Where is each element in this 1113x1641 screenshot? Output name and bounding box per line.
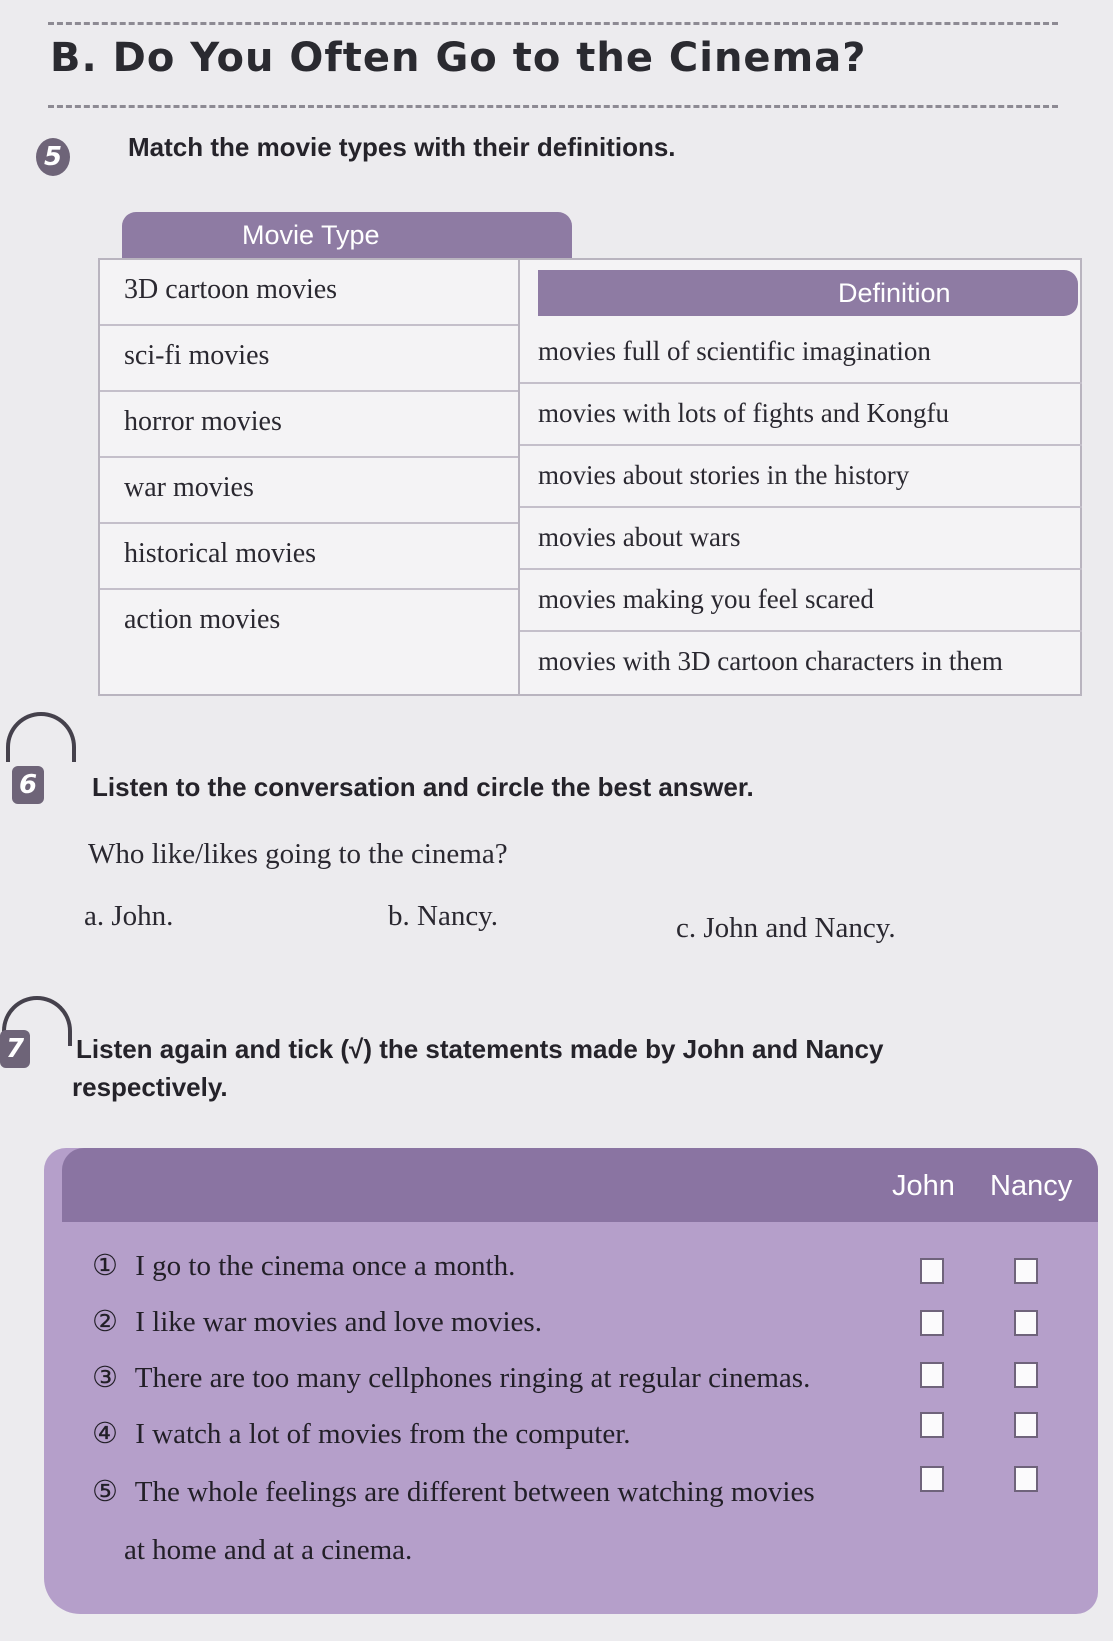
answer-option-b[interactable]: b. Nancy. bbox=[388, 900, 499, 932]
exercise-6-badge: 6 bbox=[12, 766, 44, 804]
movie-type-cell: war movies bbox=[100, 458, 518, 524]
exercise-7-instruction-line2: respectively. bbox=[72, 1072, 228, 1102]
movie-type-table bbox=[98, 212, 1082, 696]
tick-statements-panel bbox=[44, 1148, 1098, 1614]
statement-text: There are too many cellphones ringing at regular cinemas. bbox=[134, 1362, 811, 1394]
statement-2 bbox=[92, 1304, 542, 1339]
definition-cell: movies about wars bbox=[520, 508, 1082, 570]
movie-type-cell: sci-fi movies bbox=[100, 326, 518, 392]
exercise-7-badge: 7 bbox=[0, 1030, 30, 1068]
john-column-header: John bbox=[892, 1170, 955, 1202]
movie-type-cell: horror movies bbox=[100, 392, 518, 458]
movie-type-column bbox=[100, 260, 520, 694]
movie-type-cell: 3D cartoon movies bbox=[100, 260, 518, 326]
movie-type-header: Movie Type bbox=[122, 212, 572, 258]
table-grid bbox=[98, 258, 1082, 696]
john-checkbox-1[interactable] bbox=[920, 1258, 944, 1284]
definition-cell: movies with 3D cartoon characters in them bbox=[538, 646, 1003, 676]
statement-number: ② bbox=[92, 1306, 118, 1338]
nancy-checkbox-1[interactable] bbox=[1014, 1258, 1038, 1284]
definition-cell: movies making you feel scared bbox=[520, 570, 1082, 632]
definition-cell: movies with lots of fights and Kongfu bbox=[520, 384, 1082, 446]
definition-cell: movies full of scientific imagination bbox=[520, 322, 1082, 384]
john-checkbox-2[interactable] bbox=[920, 1310, 944, 1336]
definition-header: Definition bbox=[538, 270, 1078, 316]
exercise-5-badge: 5 bbox=[36, 138, 70, 176]
nancy-checkbox-3[interactable] bbox=[1014, 1362, 1038, 1388]
movie-type-cell: action movies bbox=[124, 604, 281, 635]
statement-number: ④ bbox=[92, 1418, 118, 1450]
statement-1 bbox=[92, 1248, 515, 1283]
john-checkbox-3[interactable] bbox=[920, 1362, 944, 1388]
statement-3 bbox=[92, 1360, 810, 1395]
exercise-6-question: Who like/likes going to the cinema? bbox=[88, 838, 508, 870]
title-divider bbox=[48, 105, 1058, 108]
nancy-column-header: Nancy bbox=[990, 1170, 1073, 1202]
exercise-7-instruction-line1: Listen again and tick (√) the statements made by John and Nancy bbox=[76, 1034, 884, 1064]
exercise-5-instruction: Match the movie types with their definitions. bbox=[128, 132, 676, 162]
tick-panel-header bbox=[62, 1148, 1098, 1222]
nancy-checkbox-2[interactable] bbox=[1014, 1310, 1038, 1336]
headphones-icon bbox=[6, 712, 76, 762]
nancy-checkbox-4[interactable] bbox=[1014, 1412, 1038, 1438]
statement-text: I watch a lot of movies from the computer. bbox=[135, 1418, 631, 1450]
section-title: B. Do You Often Go to the Cinema? bbox=[50, 35, 867, 81]
section-header bbox=[48, 22, 1058, 112]
exercise-6-instruction: Listen to the conversation and circle the best answer. bbox=[92, 772, 754, 802]
statement-number: ③ bbox=[92, 1362, 118, 1394]
definition-column bbox=[520, 322, 1082, 694]
statement-5 bbox=[92, 1474, 815, 1509]
statement-text: The whole feelings are different between watching movies bbox=[134, 1476, 815, 1508]
nancy-checkbox-5[interactable] bbox=[1014, 1466, 1038, 1492]
john-checkbox-4[interactable] bbox=[920, 1412, 944, 1438]
statement-text: I like war movies and love movies. bbox=[135, 1306, 542, 1338]
movie-type-cell: historical movies bbox=[100, 524, 518, 590]
answer-option-a[interactable]: a. John. bbox=[84, 900, 174, 932]
john-checkbox-5[interactable] bbox=[920, 1466, 944, 1492]
definition-cell: movies about stories in the history bbox=[520, 446, 1082, 508]
answer-option-c[interactable]: c. John and Nancy. bbox=[676, 912, 896, 944]
statement-text: I go to the cinema once a month. bbox=[135, 1250, 516, 1282]
statement-4 bbox=[92, 1416, 631, 1451]
statement-5-continuation: at home and at a cinema. bbox=[124, 1534, 413, 1566]
statement-number: ⑤ bbox=[92, 1476, 118, 1508]
statement-number: ① bbox=[92, 1250, 118, 1282]
